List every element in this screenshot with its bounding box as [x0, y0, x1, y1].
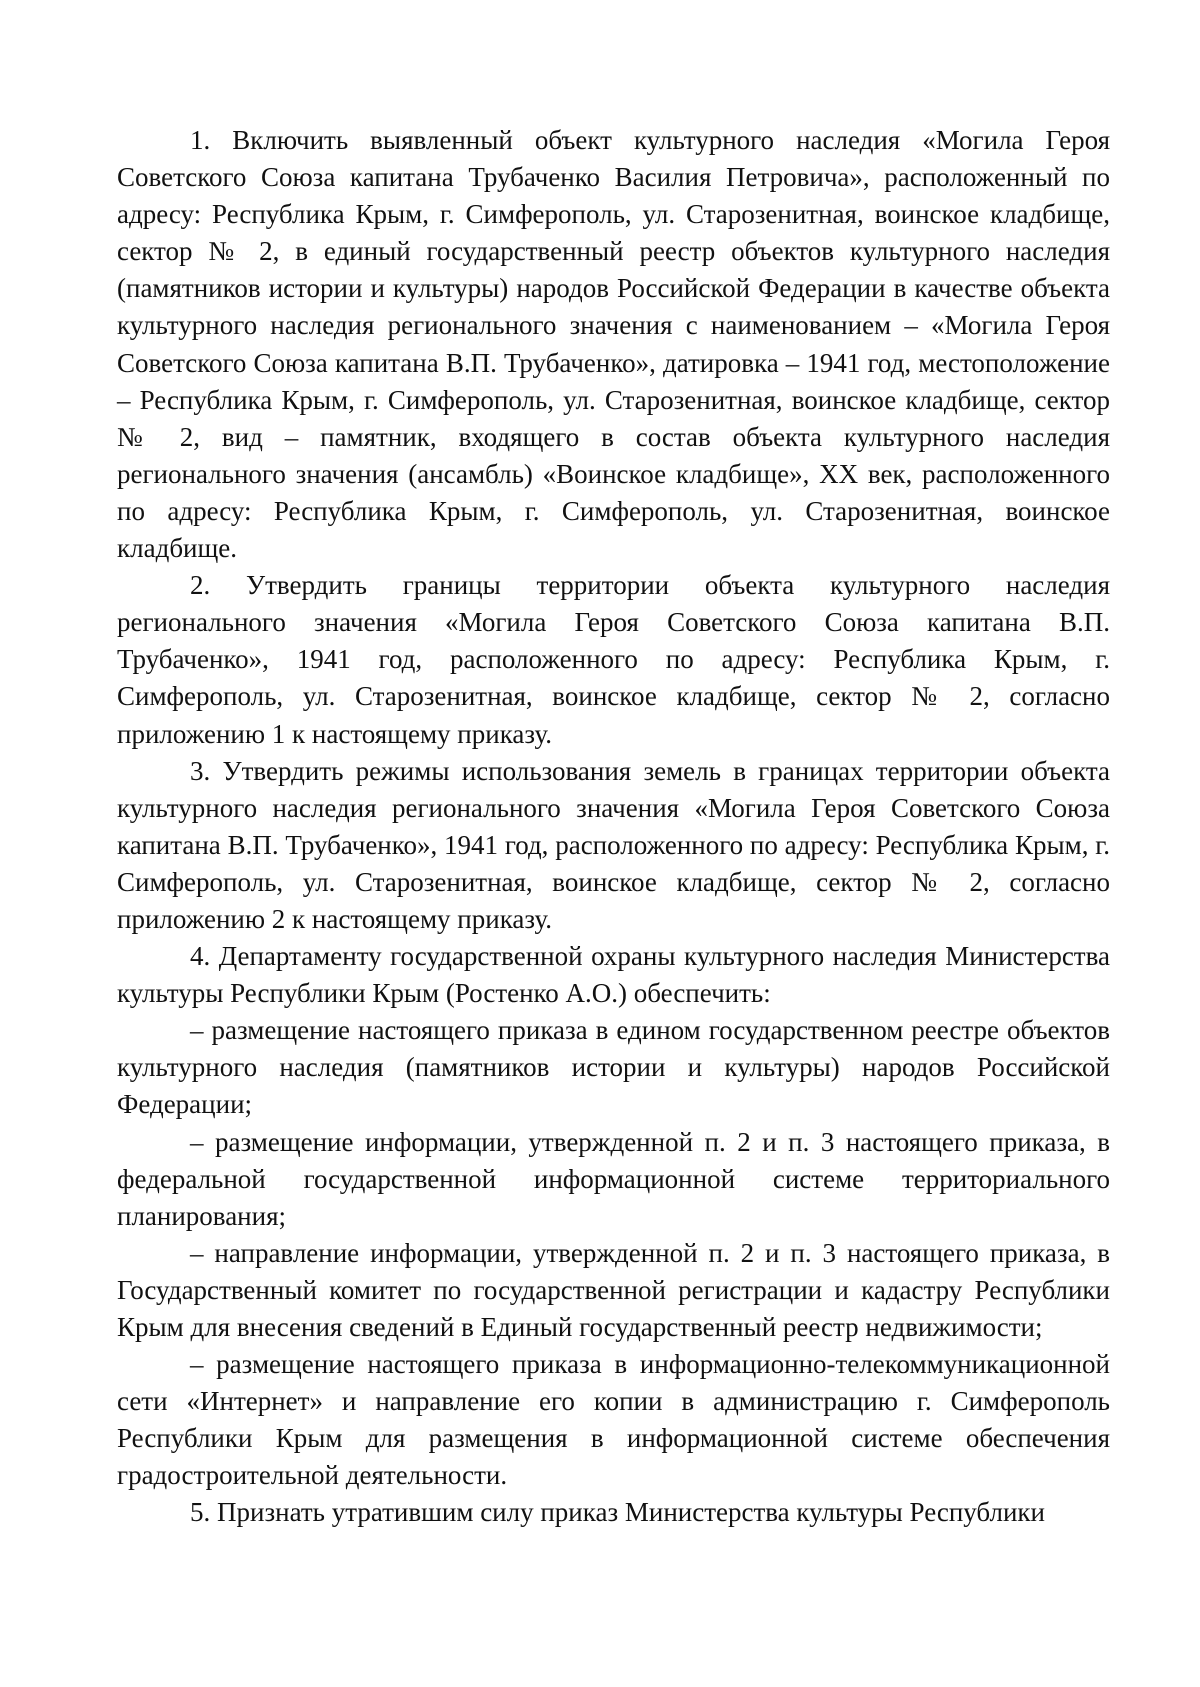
document-body: [117, 122, 1110, 1532]
paragraph-item-3: 3. Утвердить режимы использования земель в границах территории объекта культурного наследия регионального значения «Могила Героя Советского Союза капитана В.П. Трубаченко», 1941 год, расположенного по адресу: Республика Крым, г. Симферополь, ул. Старозенитная, воинское кладбище, сектор № 2, согласно приложению 2 к настоящему приказу.: [117, 755, 1110, 934]
paragraph-item-2: 2. Утвердить границы территории объекта культурного наследия регионального значения «Могила Героя Советского Союза капитана В.П. Трубаченко», 1941 год, расположенного по адресу: Республика Крым, г. Симферополь, ул. Старозенитная, воинское кладбище, сектор № 2, согласно приложению 1 к настоящему приказу.: [117, 570, 1110, 749]
paragraph-item-4: 4. Департаменту государственной охраны культурного наследия Министерства культуры Республики Крым (Ростенко А.О.) обеспечить:: [117, 941, 1110, 1009]
paragraph-bullet-internet: – размещение настоящего приказа в информационно-телекоммуникационной сети «Интернет» и направление его копии в администрацию г. Симферополь Республики Крым для размещения в информационной системе обеспечения градостроительной деятельности.: [117, 1349, 1110, 1491]
paragraph-bullet-registry: – размещение настоящего приказа в едином государственном реестре объектов культурного наследия (памятников истории и культуры) народов Российской Федерации;: [117, 1015, 1110, 1120]
paragraph-item-5: 5. Признать утратившим силу приказ Министерства культуры Республики: [190, 1497, 1045, 1528]
paragraph-item-1: 1. Включить выявленный объект культурного наследия «Могила Героя Советского Союза капитана Трубаченко Василия Петровича», расположенный по адресу: Республика Крым, г. Симферополь, ул. Старозенитная, воинское кладбище, сектор № 2, в единый государственный реестр объектов культурного наследия (памятников истории и культуры) народов Российской Федерации в качестве объекта культурного наследия регионального значения с наименованием – «Могила Героя Советского Союза капитана В.П. Трубаченко», датировка – 1941 год, местоположение – Республика Крым, г. Симферополь, ул. Старозенитная, воинское кладбище, сектор № 2, вид – памятник, входящего в состав объекта культурного наследия регионального значения (ансамбль) «Воинское кладбище», XX век, расположенного по адресу: Республика Крым, г. Симферополь, ул. Старозенитная, воинское кладбище.: [117, 125, 1110, 564]
paragraph-bullet-fgis: – размещение информации, утвержденной п. 2 и п. 3 настоящего приказа, в федеральной государственной информационной системе территориального планирования;: [117, 1126, 1110, 1231]
paragraph-bullet-cadastre: – направление информации, утвержденной п. 2 и п. 3 настоящего приказа, в Государственный комитет по государственной регистрации и кадастру Республики Крым для внесения сведений в Единый государственный реестр недвижимости;: [117, 1237, 1110, 1342]
